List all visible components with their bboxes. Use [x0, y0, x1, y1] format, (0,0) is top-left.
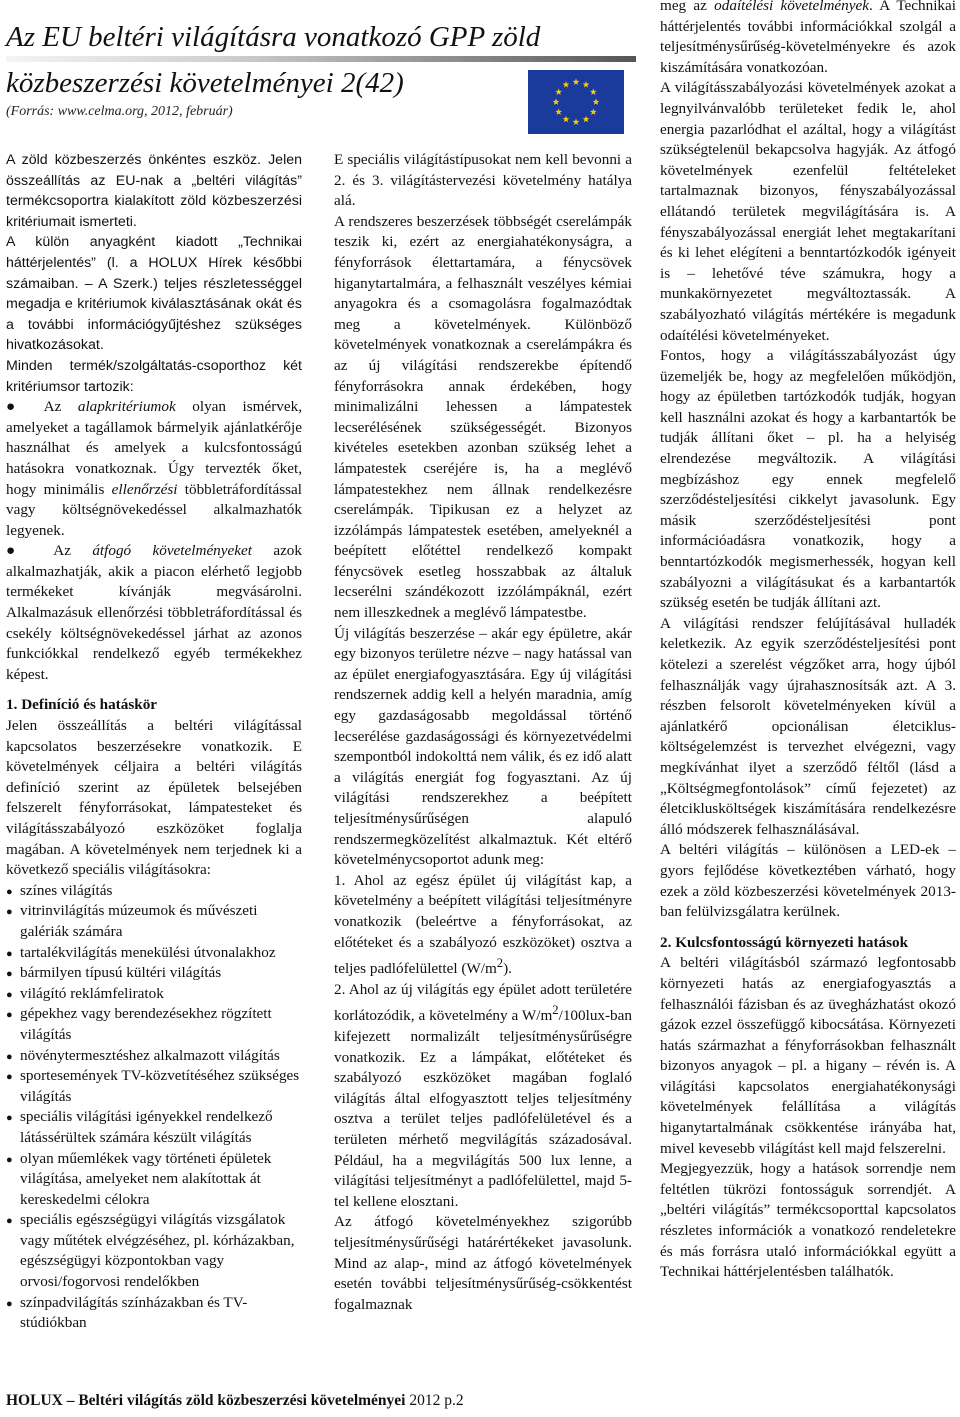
core-criteria-paragraph: ● Az alapkritériumok olyan ismérvek, amelyeket a tagállamok bármelyik ajánlatkérője használhat és amelyek a kulcsfontosságú hatásokra vonatkoznak. Úgy tervezték őket, hogy minimális ellenőrzési többletráfordítással vagy költségnövekedéssel alkalmazhatók legyenek.: [6, 398, 302, 539]
source-note: (Forrás: www.celma.org, 2012, február): [6, 104, 233, 119]
column-3: [660, 0, 956, 1283]
intro-paragraph: A zöld közbeszerzés önkéntes eszköz. Jelen összeállítás az EU-nak a „beltéri világítás” termékcsoportra kialakított zöld közbeszerzési kritériumait ismerteti.: [6, 152, 302, 230]
section-heading-1: 1. Definíció és hatáskör: [6, 696, 158, 714]
section-heading-2: 2. Kulcsfontosságú környezeti hatások: [660, 933, 909, 951]
comprehensive-criteria-paragraph: ● Az átfogó követelményeket azok alkalmazhatják, akik a piacon elérhető legjobb termékeket kívánják megvásárolni. Alkalmazásuk ellenőrzési többletráfordítással és csekély költségnövekedéssel járhat az azonos funkciókkal rendelkező egyéb termékekhez képest.: [6, 542, 302, 683]
paragraph: 1. Ahol az egész épület új világítást kap, a követelmény a beépített világítási teljesítményre vonatkozik (beleértve a fényforrásokat, az előtéteket és a szabályozó eszközöket) osztva a teljes padlófelülettel $(W/m^2)$.: [334, 871, 632, 978]
title-underline-bar: [6, 56, 636, 62]
list-item: ● színes világítás: [6, 881, 302, 902]
paragraph: A világításszabályozási követelmények azokat a legnyilvánvalóbb területeket fedik le, ahol energia pazarlódhat el azáltal, hogy a világítást szükségtelenül bekapcsolva hagyják. Az átfogó követelmények ezenfelül feltételeket tartalmaznak bizonyos, fényszabályozással ellátandó területek megvilágítására is. A fényszabályozással energiát lehet megtakarítani és ki lehet elégíteni a benntartózkodók igényeit is – lehetővé téve számukra, hogy a munkakörnyezetet megváltoztassák. A szabályozható világítás mértékére is megadunk odaítélési követelményeket.: [660, 79, 956, 344]
page-footer: [6, 1392, 566, 1410]
list-item: ● növénytermesztéshez alkalmazott világítás: [6, 1046, 302, 1067]
eu-flag-icon: [528, 70, 624, 134]
paragraph: Fontos, hogy a világításszabályozást úgy üzemeljék be, hogy az megfelelően működjön, hogy az épületben tartózkodók tudják, hogyan kell használni azokat és hogy a karbantartók be tudják állítani őket – pl. ha a helyiség elrendezése megváltozik. A világítási megbízáshoz egy ennek megfelelő szerződésteljesítési cikkelyt javasolunk. Egy másik szerződésteljesítési pont információadásra vonatkozik, hogy a benntartózkodók megismerhessék, hogyan kell szabályozni a világításukat és a karbantartók szükség esetén be tudják állítani azt.: [660, 347, 956, 612]
list-item: ● sportesemények TV-közvetítéséhez szükséges világítás: [6, 1066, 302, 1107]
list-item: ● speciális egészségügyi világítás vizsgálatok vagy műtétek elvégzéséhez, pl. kórházakban, egészségügyi központokban vagy orvosi/fogorvosi rendelőkben: [6, 1210, 302, 1292]
exclusion-list: [6, 881, 302, 1334]
list-item: ● bármilyen típusú kültéri világítás: [6, 963, 302, 984]
paragraph: Új világítás beszerzése – akár egy épületre, akár egy bizonyos területre nézve – nagy hatással van az épület energiafogyasztására. Egy új világítási rendszernek addig kell a helyén maradnia, amíg egy gazdaságosabb megoldással történő lecserélése gazdaságossági és környezetvédelmi szempontból indokolttá nem válik, és ez idő alatt a világítás energiát fog fogyasztani. Az új világítási rendszerekhez a beépített teljesítménysűrűségen alapuló rendszermegközelítést alkalmaztuk. Két eltérő követelménycsoportot adunk meg:: [334, 624, 632, 869]
paragraph: Az átfogó követelményekhez szigorúbb teljesítménysűrűségi határértékeket javasolunk. Mind az alap-, mind az átfogó követelmények esetén további teljesítménysűrűség-csökkentést fogalmaznak: [334, 1213, 632, 1313]
paragraph: Megjegyezzük, hogy a hatások sorrendje nem feltétlen tükrözi fontosságuk sorrendjét. A „beltéri világítás” termékcsoporttal kapcsolatos részletes információk a vonatkozó rendeletekre és más forrásra utaló információkkal együtt a Technikai háttérjelentésben találhatók.: [660, 1160, 956, 1281]
list-item: ● olyan műemlékek vagy történeti épületek világítása, amelyeket nem alakítottak át kereskedelmi célokra: [6, 1149, 302, 1211]
paragraph: meg az odaítélési követelmények. A Technikai háttérjelentés további információkkal szolgál a teljesítménysűrűség-követelményekre és azok kiszámítására vonatkozóan.: [660, 0, 956, 76]
paragraph: 2. Ahol az új világítás egy épület adott területére korlátozódik, a követelmény a $W/m^2/100lux$-ban kifejezett normalizált teljesítménysűrűségre vonatkozik. Ez a lámpákat, előtéteket és szabályozó eszközöket magában foglaló világítás által elfogyasztott teljes teljesítmény osztva a terület teljes padlófelületével és a területen mérhető megvilágítás századosával. Például, ha a megvilágítás 500 lux lenne, a világítási teljesítményt a padlófelülettel, majd 5-tel kellene elosztani.: [334, 980, 632, 1210]
paragraph: E speciális világítástípusokat nem kell bevonni a 2. és 3. világítástervezési követelmény hatálya alá.: [334, 151, 632, 210]
intro-paragraph-2: A külön anyagként kiadott „Technikai háttérjelentés” (l. a HOLUX Hírek későbbi számaiban. – A Szerk.) teljes részletességgel megadja e kritériumok kiválasztásának okát és a további információgyűjtéshez szükséges hivatkozásokat.: [6, 234, 302, 354]
footer-text: HOLUX – Beltéri világítás zöld közbeszerzési követelményei: [6, 1392, 406, 1409]
list-item: ● vitrinvilágítás múzeumok és művészeti galériák számára: [6, 901, 302, 942]
page-title-line2: közbeszerzési követelményei 2(42): [6, 67, 404, 99]
paragraph: A rendszeres beszerzések többségét cserelámpák teszik ki, ezért az energiahatékonyságra, a fényforrások élettartamára, a fénycsövek higanytartalmára, a felhasznált veszélyes kémiai anyagokra és a csomagolásra fogalmazódtak meg a követelmények. Különböző követelmények vonatkoznak a cserelámpákra és az új világítási rendszerekbe építendő fényforrásokra annak érdekében, hogy minimalizálni lehessen a lámpatestek lecserélésének szükségességét. Bizonyos kivételes esetekben azonban szükség lehet a lámpatestek cseréjére is, ha a meglévő lámpatestekhez nem állnak rendelkezésre cserelámpák. Tipikusan ez a helyzet az izzólámpás lámpatestek esetében, amelyeknél a beépített előtéttel rendelkező kompakt fénycsövek esetleg hosszabbak az általuk lecserélni szándékozott izzólámpáknál, ezért nem illeszkednek a meglévő lámpatestbe.: [334, 212, 632, 622]
list-item: ● tartalékvilágítás menekülési útvonalakhoz: [6, 943, 302, 964]
paragraph: A beltéri világításból származó legfontosabb környezeti hatás az energiafogyasztás a felhasználói fázisban és az üvegházhatást okozó gázok ezzel összefüggő kibocsátása. Környezeti hatás származhat a fényforrásokban felhasznált bizonyos anyagok – pl. a higany – révén is. A világítási kapcsolatos energiahatékonysági követelmények felállítása a világítás higanytartalmának csökkentése irányába hat, mivel kevesebb világítást kell majd felszerelni.: [660, 954, 956, 1157]
column-1: [6, 150, 302, 1334]
page-number: 2012 p.2: [409, 1392, 464, 1409]
scope-paragraph: Jelen összeállítás a beltéri világítással kapcsolatos beszerzésekre vonatkozik. E követelmények céljaira a beltéri világítás definíció szerint az épületek belsejében felszerelt fényforrásokat, lámpatesteket és világításszabályozó eszközöket foglalja magában. A követelmények nem terjednek ki a következő speciális világításokra:: [6, 717, 302, 879]
paragraph: A beltéri világítás – különösen a LED-ek – gyors fejlődése következtében várható, hogy ezek a zöld közbeszerzési követelmények 2013-ban felülvizsgálatra kerülnek.: [660, 841, 956, 921]
list-item: ● világító reklámfeliratok: [6, 984, 302, 1005]
column-2: [334, 150, 632, 1315]
list-item: ● speciális világítási igényekkel rendelkező látássérültek számára készült világítás: [6, 1107, 302, 1148]
page-title: Az EU beltéri világításra vonatkozó GPP zöld: [6, 21, 541, 53]
paragraph: A világítási rendszer felújításával hulladék keletkezik. Az egyik szerződésteljesítési pont kötelezi a szerelést végzőket arra, hogy újból felhasználják vagy újrahasznosítsák azt. A 3. részben felsorolt követelményeken kívül a ajánlatkérő opcionálisan életciklus-költségelemzést is tervezhet elvégezni, vagy megkívánhat ilyet a szerződő féltől (lásd a „Költségmegfontolások” című fejezetet) az életciklusköltségek kiszámítására rendelkezésre álló módszerek felhasználásával.: [660, 614, 956, 838]
list-item: ● színpadvilágítás színházakban és TV-stúdiókban: [6, 1293, 302, 1334]
list-item: ● gépekhez vagy berendezésekhez rögzített világítás: [6, 1004, 302, 1045]
criteria-paragraph: Minden termék/szolgáltatás-csoporthoz két kritériumsor tartozik:: [6, 357, 302, 395]
